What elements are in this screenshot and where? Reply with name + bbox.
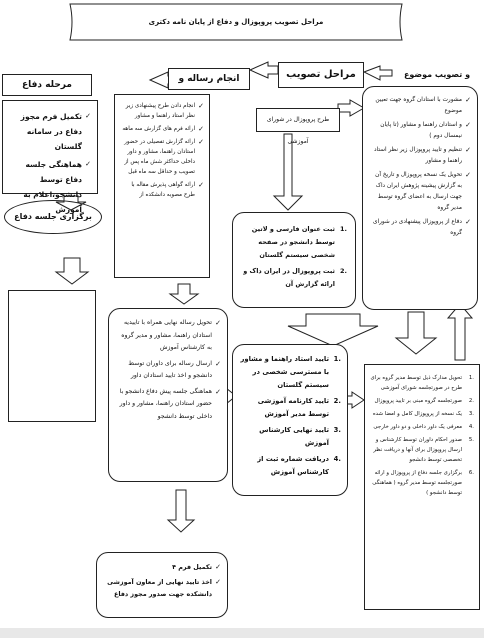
graduation-step: ✓ اخذ تایید نهایی از معاون آموزشی دانشکده جهت صدور مجوز دفاع bbox=[103, 576, 221, 600]
arrow-approval-to-thesis bbox=[250, 62, 278, 78]
page-bottom-band bbox=[0, 628, 484, 638]
topic-step: ✓ دفاع از پروپوزال پیشنهادی در شورای گروه bbox=[369, 217, 471, 239]
defense-blank-box bbox=[8, 290, 96, 422]
page-title: مراحل تصویب پروپوزال و دفاع از پایان نامه دکتری bbox=[148, 18, 324, 26]
final-step: ✓ ارسال رساله برای داوران توسط دانشجو و اخذ تایید استادان داور bbox=[115, 358, 221, 383]
final-step: ✓ هماهنگی جلسه پیش دفاع دانشجو با حضور استادان راهنما، مشاور و داور داخلی توسط دانشجو bbox=[115, 386, 221, 424]
council-box: طرح پروپوزال در شورای آموزشی bbox=[256, 108, 340, 132]
register-step: .2 ثبت پروپوزال در ایران داک و ارائه گزارش آن bbox=[243, 267, 347, 288]
review-step: .1 تحویل مدارک ذیل توسط مدیر گروه برای طرح در صورتجلسه شورای آموزشی bbox=[370, 375, 474, 391]
register-step: .1 ثبت عنوان فارسی و لاتین توسط دانشجو در صفحه شخصی سیستم گلستان bbox=[251, 225, 347, 259]
approval-step: .2 تایید کارنامه آموزشی توسط مدیر آموزش bbox=[257, 397, 341, 418]
arrow-review-up bbox=[448, 304, 472, 360]
review-steps-box bbox=[364, 364, 480, 610]
final-steps-box bbox=[108, 308, 228, 482]
approval-steps-box bbox=[232, 344, 348, 496]
topic-step: ✓ مشورت با استادان گروه جهت تعیین موضوع bbox=[369, 95, 471, 117]
review-step: .3 یک نسخه از پروپوزال کامل و امضا شده bbox=[372, 411, 474, 417]
thesis-step: ✓ ارائه فرم های گزارش سه ماهه bbox=[120, 124, 204, 134]
defense-session-oval: برگزاری جلسه دفاع bbox=[4, 200, 102, 234]
graduation-steps-box bbox=[96, 552, 228, 618]
thesis-step: ✓ ارائه گزارش تفصیلی در حضور استادان راهنما، مشاور و داور داخلی حداکثر شش ماه پس از تصویب و حداقل سه ماه قبل bbox=[120, 137, 204, 177]
review-step: .5 صدور احکام داوران توسط کارشناس و ارسال پروپوزال برای آنها و دریافت نظر تخصصی توسط دانشجو bbox=[373, 437, 474, 463]
thesis-step: ✓ ارائه گواهی پذیرش مقاله با طرح مصوبه دانشکده از bbox=[120, 180, 204, 200]
final-step: ✓ تحویل رساله نهایی همراه با تاییدیه استادان راهنما، مشاور و مدیر گروه به کارشناس آموزش bbox=[115, 317, 221, 355]
header-approval: مراحل تصویب bbox=[278, 62, 364, 88]
arrow-register-down bbox=[288, 314, 378, 346]
defense-steps-box bbox=[2, 100, 98, 214]
approval-step: .3 تایید نهایی کارشناس آموزش bbox=[259, 426, 341, 447]
graduation-step: ✓ تکمیل فرم ۴ bbox=[103, 561, 221, 573]
review-step: .4 معرفی یک داور داخلی و دو داور خارجی bbox=[373, 424, 474, 430]
review-step: .6 برگزاری جلسه دفاع از پروپوزال و ارائه صورتجلسه توسط مدیر گروه ( هماهنگی توسط دانشجو ) bbox=[372, 470, 474, 496]
defense-step: ✓ تکمیل فرم مجوز دفاع در سامانه گلستان bbox=[9, 109, 91, 154]
topic-step: ✓ تحویل یک نسخه پروپوزال و تاریخ آن به گزارش پیشینه پژوهش ایران داک جهت ارسال به اعضای گروه توسط مدیر گروه bbox=[369, 170, 471, 214]
topic-step: ✓ تنظیم و تایید پروپوزال زیر نظر استاد راهنما و مشاور bbox=[369, 145, 471, 167]
register-box bbox=[232, 212, 356, 308]
defense-step: ✓ هماهنگی جلسه دفاع توسط دانشجو،اعلام به آموزش bbox=[9, 157, 91, 217]
review-step: .2 صورتجلسه گروه مبنی بر تایید پروپوزال bbox=[374, 398, 474, 404]
header-thesis: انجام رساله و bbox=[168, 68, 250, 90]
arrow-thesis-down bbox=[170, 284, 198, 304]
header-defense: مرحله دفاع bbox=[2, 74, 92, 96]
arrow-final-to-graduation bbox=[168, 490, 194, 532]
arrow-topic-down bbox=[396, 312, 436, 354]
topic-steps-box bbox=[362, 86, 478, 310]
header-topic: و تصویب موضوع bbox=[403, 70, 471, 79]
topic-step: ✓ و استادان راهنما و مشاور (تا پایان نیمسال دوم ) bbox=[369, 120, 471, 142]
approval-step: .4 دریافت شماره ثبت از کارشناس آموزش bbox=[257, 455, 341, 476]
approval-step: .1 تایید استاد راهنما و مشاور با مسترسی شخصی در سیستم گلستان bbox=[240, 355, 341, 389]
arrow-topic-to-approval bbox=[364, 66, 392, 80]
arrow-defense-down bbox=[56, 258, 88, 284]
thesis-steps-box bbox=[114, 94, 210, 278]
arrow-review-to-council bbox=[338, 100, 364, 116]
thesis-step: ✓ انجام دادن طرح پیشنهادی زیر نظر استاد راهنما و مشاور bbox=[120, 101, 204, 121]
